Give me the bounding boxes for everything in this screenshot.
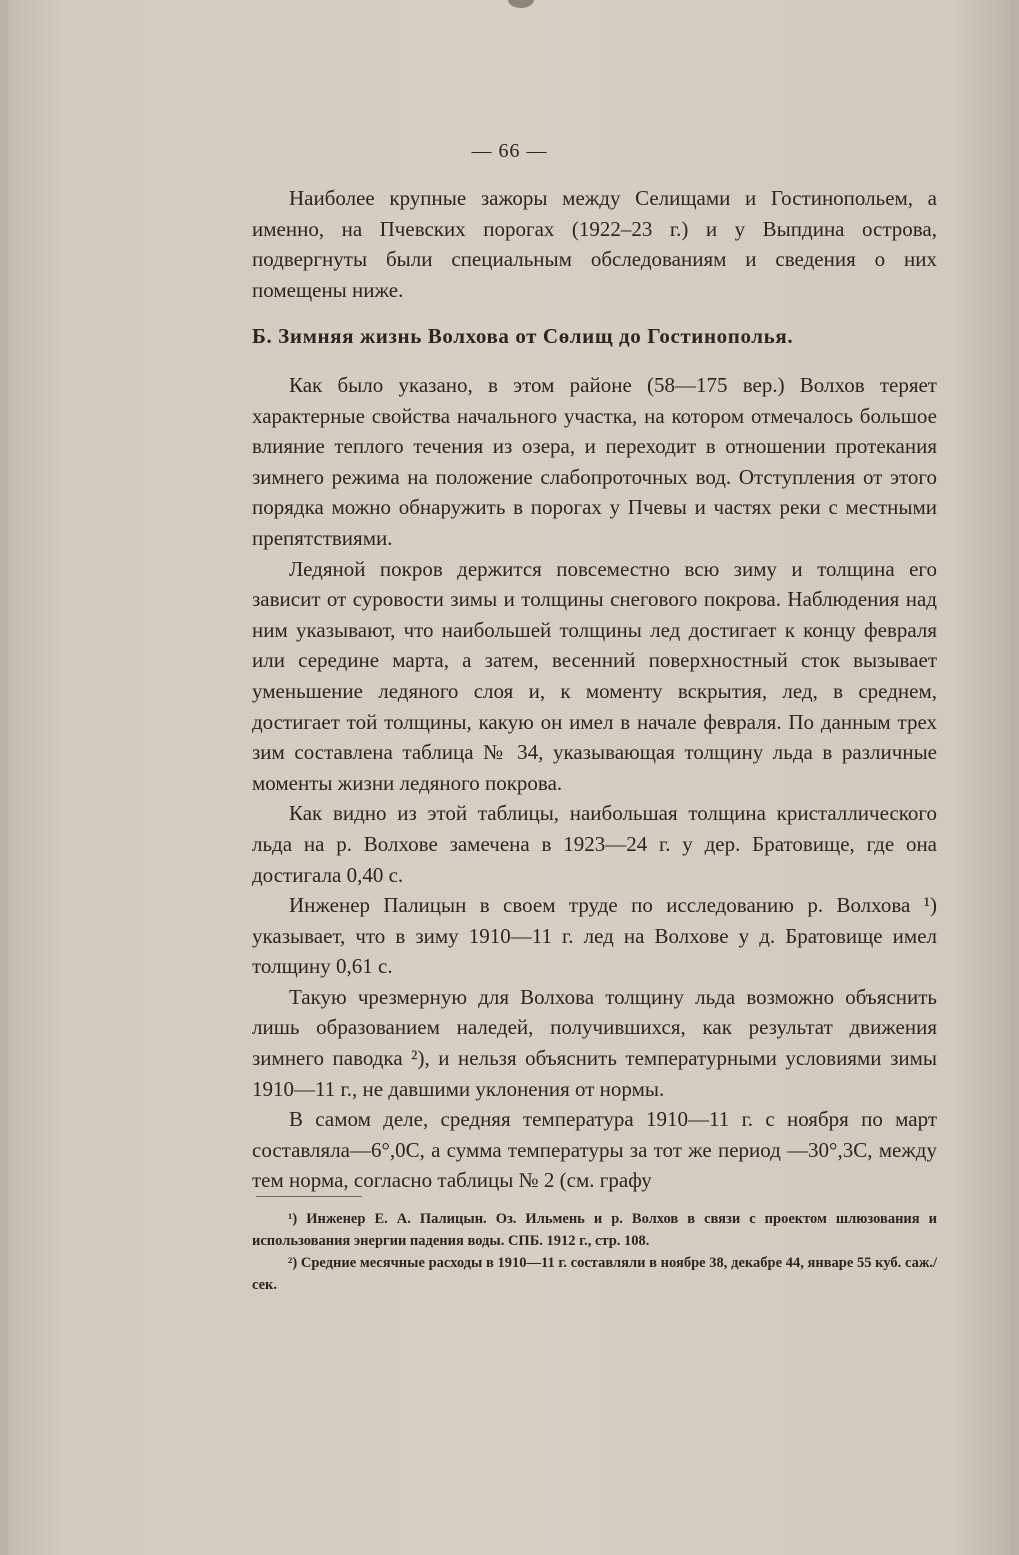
paragraph-1: Как было указано, в этом районе (58—175 вер.) Волхов теряет характерные свойства начального участка, на котором отмечалось большое влияние теплого течения из озера, и переходит в отношении протекания зимнего режима на положение слабопроточных вод. Отступления от этого порядка можно обнаружить в порогах у Пчевы и частях реки с местными препятствиями. [252,373,937,550]
paragraph-3: Как видно из этой таблицы, наибольшая толщина кристаллического льда на р. Волхове замечена в 1923—24 г. у дер. Братовище, где она достигала 0,40 с. [252,801,937,887]
footnote-divider [256,1196,362,1197]
ink-blot [508,0,534,8]
paragraph-5: Такую чрезмерную для Волхова толщину льда возможно объяснить лишь образованием наледей, получившихся, как результат движения зимнего паводка ²), и нельзя объяснить температурными условиями зимы 1910—11 г., не давшими уклонения от нормы. [252,984,937,1101]
intro-paragraph: Наиболее крупные зажоры между Селищами и Гостинопольем, а именно, на Пчевских порогах (1922–23 г.) и у Выпдина острова, подвергнуты были специальным обследованиям и сведения о них помещены ниже. [252,186,937,302]
footnotes [252,1208,937,1296]
paragraph-6: В самом деле, средняя температура 1910—11 г. с ноября по март составляла—6°,0С, а сумма температуры за тот же период —30°,3С, между тем норма, согласно таблицы № 2 (см. графу [252,1107,937,1193]
page-number: — 66 — [471,140,548,162]
section-heading: Б. Зимняя жизнь Волхова от Сөлищ до Гостинополья. [252,324,794,348]
intro-block [252,183,937,305]
footnote-2: ²) Средние месячные расходы в 1910—11 г. составляли в ноябре 38, декабре 44, январе 55 куб. саж./сек. [252,1255,937,1293]
main-text [252,370,937,1196]
paragraph-4: Инженер Палицын в своем труде по исследованию р. Волхова ¹) указывает, что в зиму 1910—11 г. лед на Волхове у д. Братовище имел толщину 0,61 с. [252,893,937,979]
footnote-1: ¹) Инженер Е. А. Палицын. Оз. Ильмень и р. Волхов в связи с проектом шлюзования и использования энергии падения воды. СПБ. 1912 г., стр. 108. [252,1211,937,1249]
paragraph-2: Ледяной покров держится повсеместно всю зиму и толщина его зависит от суровости зимы и толщины снегового покрова. Наблюдения над ним указывают, что наибольшей толщины лед достигает к концу февраля или середине марта, а затем, весенний поверхностный сток вызывает уменьшение ледяного слоя и, к моменту вскрытия, лед, в среднем, достигает той толщины, какую он имел в начале февраля. По данным трех зим составлена таблица № 34, указывающая толщину льда в различные моменты жизни ледяного покрова. [252,556,937,795]
